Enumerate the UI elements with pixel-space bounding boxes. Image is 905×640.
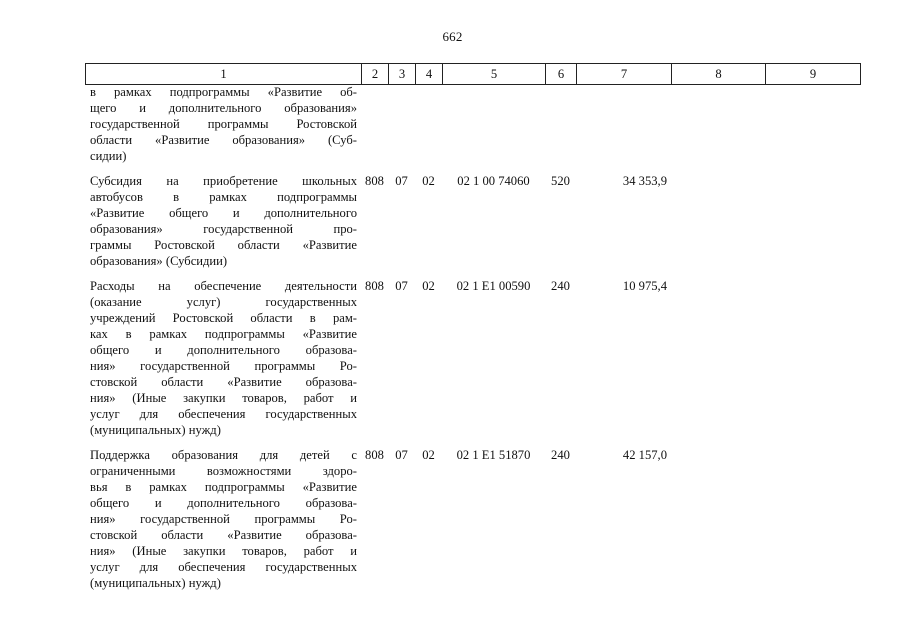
amount-value-col8 [671,84,765,173]
section-code: 07 [395,279,408,293]
ministry-code: 808 [365,279,384,293]
description-line: ках в рамках подпрограммы «Развитие [90,327,357,341]
description-line: ния» (Иные закупки товаров, работ и [90,391,357,405]
expense-type-code: 520 [551,174,570,188]
expense-type-code [545,84,576,173]
description-line: Субсидия на приобретение школьных [90,174,357,188]
expense-description [85,447,361,600]
description-line: государственной программы Ростовской [90,117,357,131]
ministry-code: 808 [365,174,384,188]
expense-type-code: 240 [551,448,570,462]
column-header: 8 [672,64,766,85]
description-line: «Развитие общего и дополнительного [90,206,357,220]
table-row [85,447,860,600]
description-line: образования» (Субсидии) [90,254,228,268]
description-line: сидии) [90,149,127,163]
description-line: услуг для обеспечения государственных [90,560,357,574]
table-row [85,173,860,278]
target-article-code: 02 1 E1 00590 [456,279,531,293]
description-line: ограниченными возможностями здоро- [90,464,357,478]
target-article-code: 02 1 00 74060 [457,174,530,188]
subsection-code: 02 [422,448,435,462]
description-line: общего и дополнительного образова- [90,496,357,510]
description-line: учреждений Ростовской области в рам- [90,311,357,325]
description-line: стовской области «Развитие образова- [90,375,357,389]
subsection-code: 02 [422,279,435,293]
amount-value-col9 [765,173,860,278]
expense-description [85,278,361,447]
amount-value-col8 [671,447,765,600]
section-code: 07 [395,174,408,188]
budget-table [85,84,860,600]
description-line: в рамках подпрограммы «Развитие об- [90,85,357,99]
table-row [85,84,860,173]
column-header: 4 [416,64,443,85]
amount-value: 34 353,9 [622,174,667,188]
amount-value-col9 [765,84,860,173]
description-line: общего и дополнительного образова- [90,343,357,357]
description-line: услуг для обеспечения государственных [90,407,357,421]
amount-value-col9 [765,447,860,600]
description-line: образования» государственной про- [90,222,357,236]
amount-value: 42 157,0 [622,448,667,462]
page-number: 662 [442,29,463,44]
expense-description [85,173,361,278]
amount-value [576,84,671,173]
column-header: 5 [443,64,546,85]
description-line: ния» государственной программы Ро- [90,512,357,526]
description-line: ния» (Иные закупки товаров, работ и [90,544,357,558]
target-article-code: 02 1 E1 51870 [456,448,531,462]
description-line: стовской области «Развитие образова- [90,528,357,542]
amount-value: 10 975,4 [622,279,667,293]
column-header: 7 [577,64,672,85]
column-header: 3 [389,64,416,85]
ministry-code: 808 [365,448,384,462]
column-header: 1 [86,64,362,85]
section-code [388,84,415,173]
target-article-code [442,84,545,173]
expense-description [85,84,361,173]
column-header: 9 [766,64,861,85]
section-code: 07 [395,448,408,462]
description-line: (муниципальных) нужд) [90,423,221,437]
description-line: щего и дополнительного образования» [90,101,357,115]
expense-type-code: 240 [551,279,570,293]
description-line: вья в рамках подпрограммы «Развитие [90,480,357,494]
description-line: Поддержка образования для детей с [90,448,357,462]
amount-value-col9 [765,278,860,447]
subsection-code: 02 [422,174,435,188]
column-header: 6 [546,64,577,85]
column-header-row [86,64,861,85]
description-line: автобусов в рамках подпрограммы [90,190,357,204]
table-row [85,278,860,447]
description-line: (муниципальных) нужд) [90,576,221,590]
column-header-table [85,63,861,85]
description-line: ния» государственной программы Ро- [90,359,357,373]
description-line: Расходы на обеспечение деятельности [90,279,357,293]
description-line: (оказание услуг) государственных [90,295,357,309]
description-line: граммы Ростовской области «Развитие [90,238,357,252]
ministry-code [361,84,388,173]
subsection-code [415,84,442,173]
amount-value-col8 [671,173,765,278]
column-header: 2 [362,64,389,85]
description-line: области «Развитие образования» (Суб- [90,133,357,147]
amount-value-col8 [671,278,765,447]
